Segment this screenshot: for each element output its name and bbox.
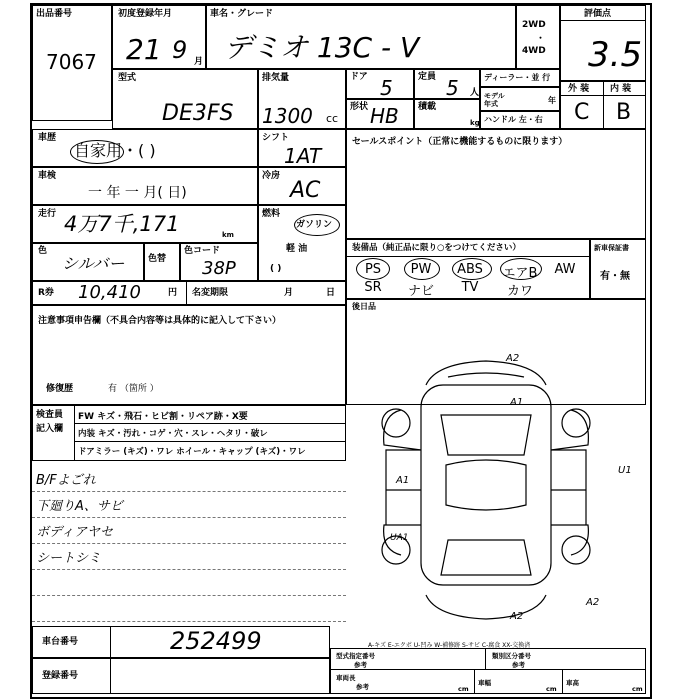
length-label: 車両長 xyxy=(336,674,356,682)
inspector-row-3: ドアミラー (キズ)・ワレ ホイール・キャップ (キズ)・ワレ xyxy=(78,447,306,457)
exterior-value: C xyxy=(574,100,590,125)
inspection-label: 車検 xyxy=(38,171,57,181)
fuel-paren: ( ) xyxy=(270,264,282,274)
first-reg-month: 9 xyxy=(172,36,188,64)
equipment-label: 装備品（純正品に限り○をつけてください） xyxy=(352,243,521,253)
remark-2: 下廻りA、サビ xyxy=(36,499,123,514)
dealer-label: ディーラー・並 行 xyxy=(484,73,551,82)
color-value: シルバー xyxy=(62,254,125,273)
damage-mark-1: A2 xyxy=(506,353,520,364)
doors-value: 5 xyxy=(380,76,393,100)
rear-items-label: 後日品 xyxy=(352,302,376,311)
spec-div-2 xyxy=(474,669,475,694)
lot-number-label: 出品番号 xyxy=(36,9,73,19)
damage-mark-3: U1 xyxy=(618,465,632,476)
capacity-value: 5 xyxy=(446,76,459,100)
aircon-value: AC xyxy=(290,178,321,203)
registration-divider xyxy=(110,658,111,694)
expiry-month: 月 xyxy=(284,288,294,298)
remark-3: ボディアヤセ xyxy=(36,525,113,540)
damage-mark-6: A2 xyxy=(510,611,524,622)
remark-line-1 xyxy=(32,491,346,492)
history-value: 自家用・( ) xyxy=(74,141,156,160)
color-code-value: 38P xyxy=(202,258,236,279)
first-reg-year: 21 xyxy=(126,33,162,66)
recycle-value: 10,410 xyxy=(78,282,141,303)
fuel-label: 燃料 xyxy=(262,209,281,219)
car-diagram xyxy=(366,355,646,625)
inspector-label-1: 検査員 xyxy=(36,410,64,420)
equip-sr: SR xyxy=(364,280,382,295)
color-change-label: 色替 xyxy=(148,254,167,264)
fuel-diesel: 軽 油 xyxy=(286,244,308,254)
equip-navi: ナビ xyxy=(407,284,434,299)
fuel-gasoline: ガソリン xyxy=(296,220,333,230)
recycle-divider xyxy=(186,281,187,305)
displacement-value: 1300 xyxy=(262,104,313,128)
displacement-label: 排気量 xyxy=(262,73,290,83)
equip-ps: PS xyxy=(364,262,382,277)
inspector-sep-1 xyxy=(74,423,346,424)
chassis-value: 252499 xyxy=(170,627,262,655)
inspector-sep-2 xyxy=(74,441,346,442)
abs-circle xyxy=(452,258,492,280)
equip-leather: カワ xyxy=(506,284,533,299)
history-label: 車歴 xyxy=(38,133,57,143)
airbag-circle xyxy=(500,258,542,280)
load-label: 積載 xyxy=(418,102,437,112)
inspector-row-1: FW キズ・飛石・ヒビ割・リペア跡・X要 xyxy=(78,412,248,422)
cert-label: 型式指定番号 xyxy=(336,652,375,660)
height-cm: cm xyxy=(632,685,643,693)
remark-line-2 xyxy=(32,517,346,518)
grade-title-sep xyxy=(560,20,646,21)
height-label: 車高 xyxy=(566,679,579,687)
drive-dot: ・ xyxy=(536,34,546,44)
equip-aw: AW xyxy=(554,262,576,277)
sales-point-label: セールスポイント（正常に機能するものに限ります） xyxy=(352,137,568,147)
repair-value: 有 （箇所 ） xyxy=(108,384,159,394)
damage-mark-2: A1 xyxy=(510,397,524,408)
first-reg-label: 初度登録年月 xyxy=(118,9,173,19)
shift-label: シフト xyxy=(262,133,290,143)
remark-line-6 xyxy=(32,621,346,622)
shape-label: 形状 xyxy=(350,102,369,112)
equip-airbag: エアB xyxy=(502,266,538,281)
chassis-label: 車台番号 xyxy=(42,637,79,647)
recycle-label: R券 xyxy=(38,288,54,298)
grade-label: 評価点 xyxy=(584,9,612,19)
equip-pw: PW xyxy=(410,262,432,277)
handle-label: ハンドル 左・右 xyxy=(484,115,543,124)
displacement-unit: cc xyxy=(326,112,339,125)
interior-value: B xyxy=(616,100,632,125)
model-value: デミオ 13C - V xyxy=(224,31,420,64)
chassis-divider xyxy=(110,626,111,658)
inspection-value: 一 年 一 月( 日) xyxy=(88,185,187,201)
capacity-unit: 人 xyxy=(470,88,480,98)
color-label: 色 xyxy=(38,246,48,256)
color-code-label: 色コード xyxy=(184,246,221,256)
capacity-label: 定員 xyxy=(418,72,437,82)
spec-div-1 xyxy=(485,648,486,669)
damage-mark-5: UA1 xyxy=(390,533,409,543)
equip-abs: ABS xyxy=(457,262,483,277)
pw-circle xyxy=(404,258,440,280)
recycle-unit: 円 xyxy=(168,288,178,298)
inspector-label-2: 記入欄 xyxy=(36,424,64,434)
warranty-value: 有・無 xyxy=(600,271,630,282)
cat-label: 類別区分番号 xyxy=(492,652,531,660)
ext-int-divider xyxy=(603,81,604,129)
inspector-divider xyxy=(74,405,75,461)
drive-4wd: 4WD xyxy=(522,46,546,56)
shift-value: 1AT xyxy=(284,144,322,168)
interior-label: 内 装 xyxy=(610,84,632,94)
expiry-label: 名変期限 xyxy=(192,288,229,298)
spec-sep xyxy=(330,669,646,670)
length-cm: cm xyxy=(458,685,469,693)
expiry-day: 日 xyxy=(326,288,336,298)
cert-ref: 参考 xyxy=(354,661,367,669)
length-ref: 参考 xyxy=(356,683,369,691)
load-unit: kg xyxy=(470,119,480,127)
doors-label: ドア xyxy=(350,72,368,82)
shape-value: HB xyxy=(370,104,399,128)
drive-2wd: 2WD xyxy=(522,20,546,30)
mileage-unit: km xyxy=(222,231,234,239)
history-circle xyxy=(70,140,124,164)
grade-value: 3.5 xyxy=(588,35,643,75)
ps-circle xyxy=(356,258,390,280)
fuel-circle xyxy=(294,214,340,236)
damage-mark-4: A1 xyxy=(396,475,410,486)
mileage-value: 4万7千,171 xyxy=(64,212,180,236)
year-unit: 年 xyxy=(548,96,556,105)
equipment-sep xyxy=(346,256,590,257)
remark-line-5 xyxy=(32,595,346,596)
repair-label: 修復歴 xyxy=(46,384,74,394)
damage-mark-7: A2 xyxy=(586,597,600,608)
month-unit: 月 xyxy=(194,57,204,67)
exterior-label: 外 装 xyxy=(568,84,590,94)
width-label: 車幅 xyxy=(478,679,491,687)
model-label: 車名・グレード xyxy=(210,9,274,19)
remark-line-4 xyxy=(32,569,346,570)
model-year-label: モデル年式 xyxy=(484,92,505,108)
remark-1: B/Fよごれ xyxy=(36,473,96,488)
warranty-label: 新車保証書 xyxy=(594,244,629,252)
aircon-label: 冷房 xyxy=(262,171,281,181)
remark-4: シートシミ xyxy=(36,551,102,566)
damage-legend: A-キズ E-エクボ U-凹み W-補修跡 S-サビ C-腐食 XX-交換済 xyxy=(368,642,531,649)
lot-number-value: 7067 xyxy=(46,50,97,74)
ext-int-sep xyxy=(560,95,646,96)
mileage-label: 走行 xyxy=(38,209,57,219)
remark-line-3 xyxy=(32,543,346,544)
type-label: 型式 xyxy=(118,73,137,83)
cat-ref: 参考 xyxy=(512,661,525,669)
inspector-row-2: 内装 キズ・汚れ・コゲ・穴・スレ・ヘタリ・破レ xyxy=(78,429,268,439)
notes-label: 注意事項申告欄（不具合内容等は具体的に記入して下さい） xyxy=(38,316,282,326)
width-cm: cm xyxy=(546,685,557,693)
type-value: DE3FS xyxy=(162,101,234,126)
registration-label: 登録番号 xyxy=(42,671,79,681)
equip-tv: TV xyxy=(461,280,479,295)
spec-div-3 xyxy=(562,669,563,694)
